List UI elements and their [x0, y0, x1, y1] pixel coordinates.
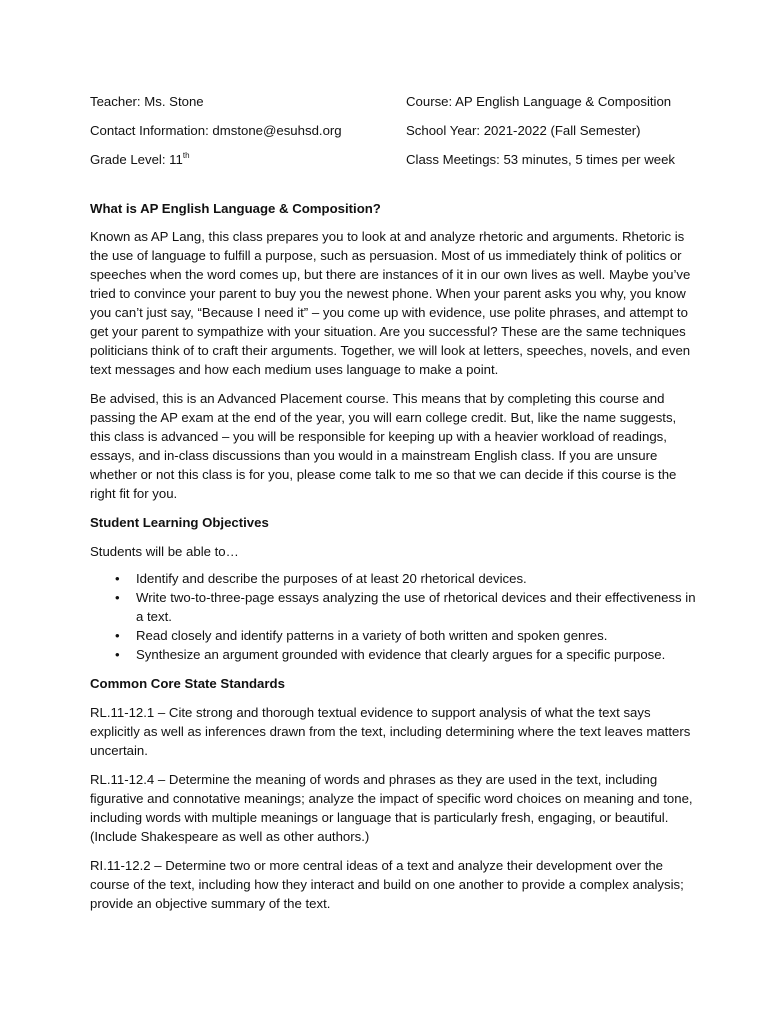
contact-information: Contact Information: dmstone@esuhsd.org [90, 123, 342, 138]
course-name: Course: AP English Language & Composition [406, 94, 672, 109]
list-item [115, 588, 698, 626]
bullet-icon: • [115, 628, 120, 643]
list-item-text: Synthesize an argument grounded with evidence that clearly argues for a specific purpose. [136, 647, 666, 662]
standards-heading: Common Core State Standards [90, 676, 285, 691]
grade-level [90, 150, 406, 169]
bullet-icon: • [115, 571, 120, 586]
bullet-icon: • [115, 647, 120, 662]
course-info-header [90, 92, 698, 169]
grade-level-superscript: th [182, 151, 190, 160]
list-item [115, 645, 698, 664]
intro-heading: What is AP English Language & Composition? [90, 201, 381, 216]
list-item-text: Read closely and identify patterns in a variety of both written and spoken genres. [136, 628, 608, 643]
list-item-text: Write two-to-three-page essays analyzing the use of rhetorical devices and their effectiveness in a text. [136, 590, 696, 624]
objectives-lead: Students will be able to… [90, 544, 239, 559]
objectives-heading: Student Learning Objectives [90, 515, 269, 530]
grade-level-text: Grade Level: 11 [90, 152, 183, 167]
standard-ri-11-12-2: RI.11-12.2 – Determine two or more central ideas of a text and analyze their development over the course of the text, including how they interact and build on one another to provide a complex analysis; provide an objective summary of the text. [90, 858, 684, 911]
school-year: School Year: 2021-2022 (Fall Semester) [406, 123, 641, 138]
objectives-list [90, 569, 698, 664]
intro-paragraph-1: Known as AP Lang, this class prepares you to look at and analyze rhetoric and arguments. Rhetoric is the use of language to fulfill a purpose, such as persuasion. Most of us immediately think of politics or speeches when the word comes up, but there are instances of it in our own lives as well. Maybe you’ve tried to convince your parent to buy you the newest phone. When your parent asks you why, you know you can’t just say, “Because I need it” – you come up with evidence, use polite phrases, and attempt to get your parent to sympathize with your situation. Are you successful? These are the same techniques politicians think of to craft their arguments. Together, we will look at letters, speeches, novels, and even text messages and how each medium uses language to make a point. [90, 229, 691, 377]
standard-rl-11-12-4: RL.11-12.4 – Determine the meaning of words and phrases as they are used in the text, including figurative and connotative meanings; analyze the impact of specific word choices on meaning and tone, including words with multiple meanings or language that is particularly fresh, engaging, or beautiful. (Include Shakespeare as well as other authors.) [90, 772, 693, 844]
list-item [115, 569, 698, 588]
teacher-name: Teacher: Ms. Stone [90, 94, 204, 109]
intro-paragraph-2: Be advised, this is an Advanced Placement course. This means that by completing this course and passing the AP exam at the end of the year, you will earn college credit. But, like the name suggests, this class is advanced – you will be responsible for keeping up with a heavier workload of readings, essays, and in-class discussions than you would in a mainstream English class. If you are unsure whether or not this class is for you, please come talk to me so that we can decide if this course is the right fit for you. [90, 391, 677, 501]
list-item-text: Identify and describe the purposes of at least 20 rhetorical devices. [136, 571, 527, 586]
bullet-icon: • [115, 590, 120, 605]
list-item [115, 626, 698, 645]
class-meetings: Class Meetings: 53 minutes, 5 times per week [406, 152, 675, 167]
standard-rl-11-12-1: RL.11-12.1 – Cite strong and thorough textual evidence to support analysis of what the text says explicitly as well as inferences drawn from the text, including determining where the text leaves matters uncertain. [90, 705, 691, 758]
